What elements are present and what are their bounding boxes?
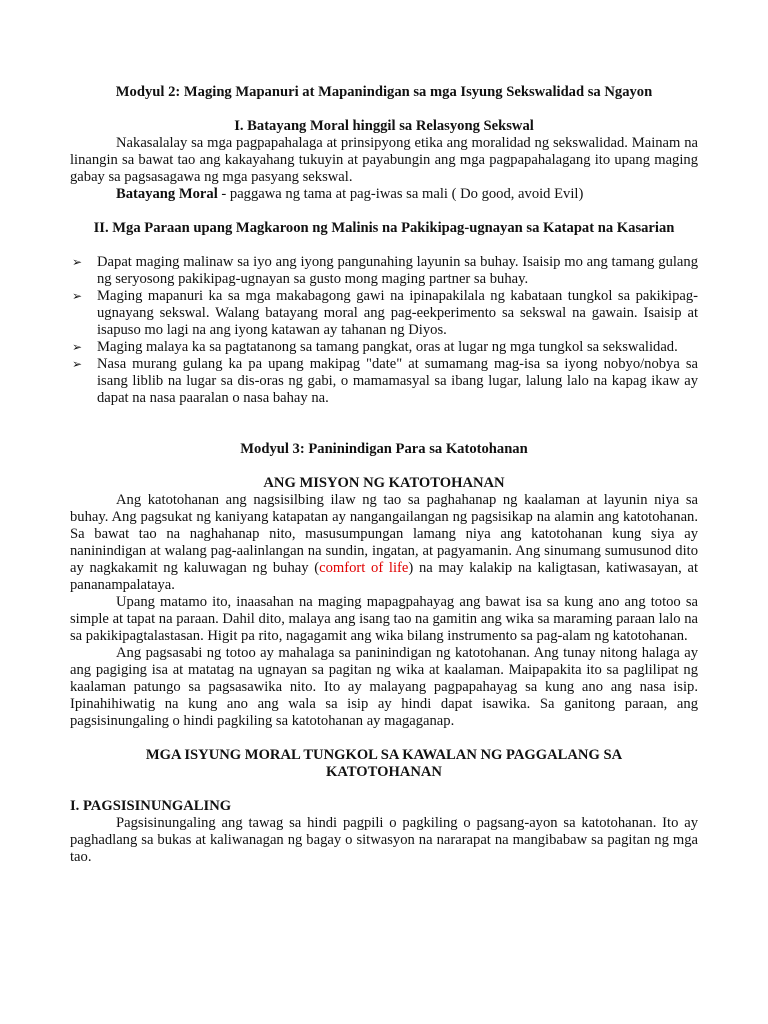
batayang-moral-label: Batayang Moral bbox=[116, 186, 218, 202]
arrow-bullet-icon: ➢ bbox=[72, 357, 83, 371]
mission-p1-end: ) na may kalakip na kaligtasan, katiwasayan, at pananampalataya. bbox=[70, 560, 699, 593]
mission-paragraph-2: Upang matamo ito, inaasahan na maging mapagpahayag ang bawat isa sa kung ano ang totoo sa simple at tapat na paraan. Dahil dito, malaya ang isang tao na gamitin ang wika sa maraming paraan lalo na sa pakikipagtalastasan. Higit pa rito, nagagamit ang wika bilang instrumento sa pag-alam ng katotohanan. bbox=[70, 594, 698, 644]
list-item bbox=[70, 254, 698, 288]
mission-paragraph-1 bbox=[70, 492, 698, 594]
arrow-bullet-icon: ➢ bbox=[72, 255, 83, 269]
list-item bbox=[70, 356, 698, 407]
modyul3-title: Modyul 3: Paninindigan Para sa Katotohanan bbox=[240, 441, 528, 457]
section1-heading: I. Batayang Moral hinggil sa Relasyong Sekswal bbox=[234, 118, 534, 134]
batayang-moral-line bbox=[70, 186, 698, 203]
section2-heading: II. Mga Paraan upang Magkaroon ng Malinis na Pakikipag-ugnayan sa Katapat na Kasarian bbox=[93, 220, 675, 236]
bullet-text: Maging malaya ka sa pagtatanong sa tamang pangkat, oras at lugar ng mga tungkol sa sekswalidad. bbox=[97, 339, 678, 355]
bullet-text: Dapat maging malinaw sa iyo ang iyong pangunahing layunin sa buhay. Isaisip mo ang tamang gulang ng seryosong pakikipag-ugnayan sa gusto mong maging partner sa buhay. bbox=[97, 254, 698, 287]
section2-bullet-list bbox=[70, 254, 698, 407]
section1-paragraph: Nakasalalay sa mga pagpapahalaga at prinsipyong etika ang moralidad ng sekswalidad. Mainam na linangin sa bawat tao ang kakayahang tukuyin at payabungin ang mga pagpapahalagang ito upang maging gabay sa pagsasagawa ng mga pasyang sekswal. bbox=[70, 135, 698, 185]
mission-paragraph-3: Ang pagsasabi ng totoo ay mahalaga sa paninindigan ng katotohanan. Ang tunay nitong halaga ay ang pagiging isa at matatag na ugnayan sa pagitan ng wika at kaalaman. Maipapakita ito sa paglilipat ng kaalaman patungo sa pagsasawika nito. Ito ay malayang pagpapahayag sa kung ano ang nasa isip. Ipinahihiwatig na kung ano ang wala sa isip ay hindi dapat isawika. Sa ganitong paraan, ang pagsisinungaling o hindi pagkiling sa katotohanan ay magaganap. bbox=[70, 645, 698, 729]
bullet-text: Maging mapanuri ka sa mga makabagong gawi na ipinapakilala ng kabataan tungkol sa pakikipag-ugnayang sekswal. Walang batayang moral ang pag-eekperimento sa sekswal na gawain. Isaisip at isapuso mo lagi na ang iyong katawan ay tahanan ng Diyos. bbox=[97, 288, 698, 338]
arrow-bullet-icon: ➢ bbox=[72, 340, 83, 354]
moral-issues-heading: MGA ISYUNG MORAL TUNGKOL SA KAWALAN NG PAGGALANG SA KATOTOHANAN bbox=[145, 747, 623, 780]
bullet-text: Nasa murang gulang ka pa upang makipag "date" at sumamang mag-isa sa iyong nobyo/nobya sa isang liblib na lugar sa dis-oras ng gabi, o mamamasyal sa ibang lugar, lalung lalo na kapag ikaw ay dapat na nasa paaralan o nasa bahay na. bbox=[97, 356, 698, 406]
batayang-moral-text: - paggawa ng tama at pag-iwas sa mali ( Do good, avoid Evil) bbox=[217, 186, 584, 202]
arrow-bullet-icon: ➢ bbox=[72, 289, 83, 303]
list-item bbox=[70, 339, 698, 356]
list-item bbox=[70, 288, 698, 339]
pagsisinungaling-paragraph: Pagsisinungaling ang tawag sa hindi pagpili o pagkiling o pagsang-ayon sa katotohanan. Ito ay paghadlang sa bukas at kaliwanagan ng bagay o sitwasyon na nararapat na mangibabaw sa pagitan ng mga tao. bbox=[70, 815, 698, 865]
pagsisinungaling-heading: I. PAGSISINUNGALING bbox=[70, 798, 232, 814]
mission-p1-text: Ang katotohanan ang nagsisilbing ilaw ng tao sa paghahanap ng kaalaman at layunin niya sa buhay. Ang pagsukat ng kaniyang katapatan ay nangangailangan ng pagsisikap na alamin ang katotohanan. Sa bawat tao na naghahanap nito, masusumpungan lamang niya ang katotohanan kung siya ay naninindigan at walang pag-aalinlangan na sundin, ingatan, at pagyamanin. Ang sinumang sumusunod dito ay nagkakamit ng kaluwagan ng buhay ( bbox=[70, 492, 698, 576]
comfort-of-life-highlight: comfort of life bbox=[319, 560, 409, 576]
mission-heading: ANG MISYON NG KATOTOHANAN bbox=[263, 475, 505, 491]
modyul2-title: Modyul 2: Maging Mapanuri at Mapanindigan sa mga Isyung Sekswalidad sa Ngayon bbox=[115, 84, 653, 100]
